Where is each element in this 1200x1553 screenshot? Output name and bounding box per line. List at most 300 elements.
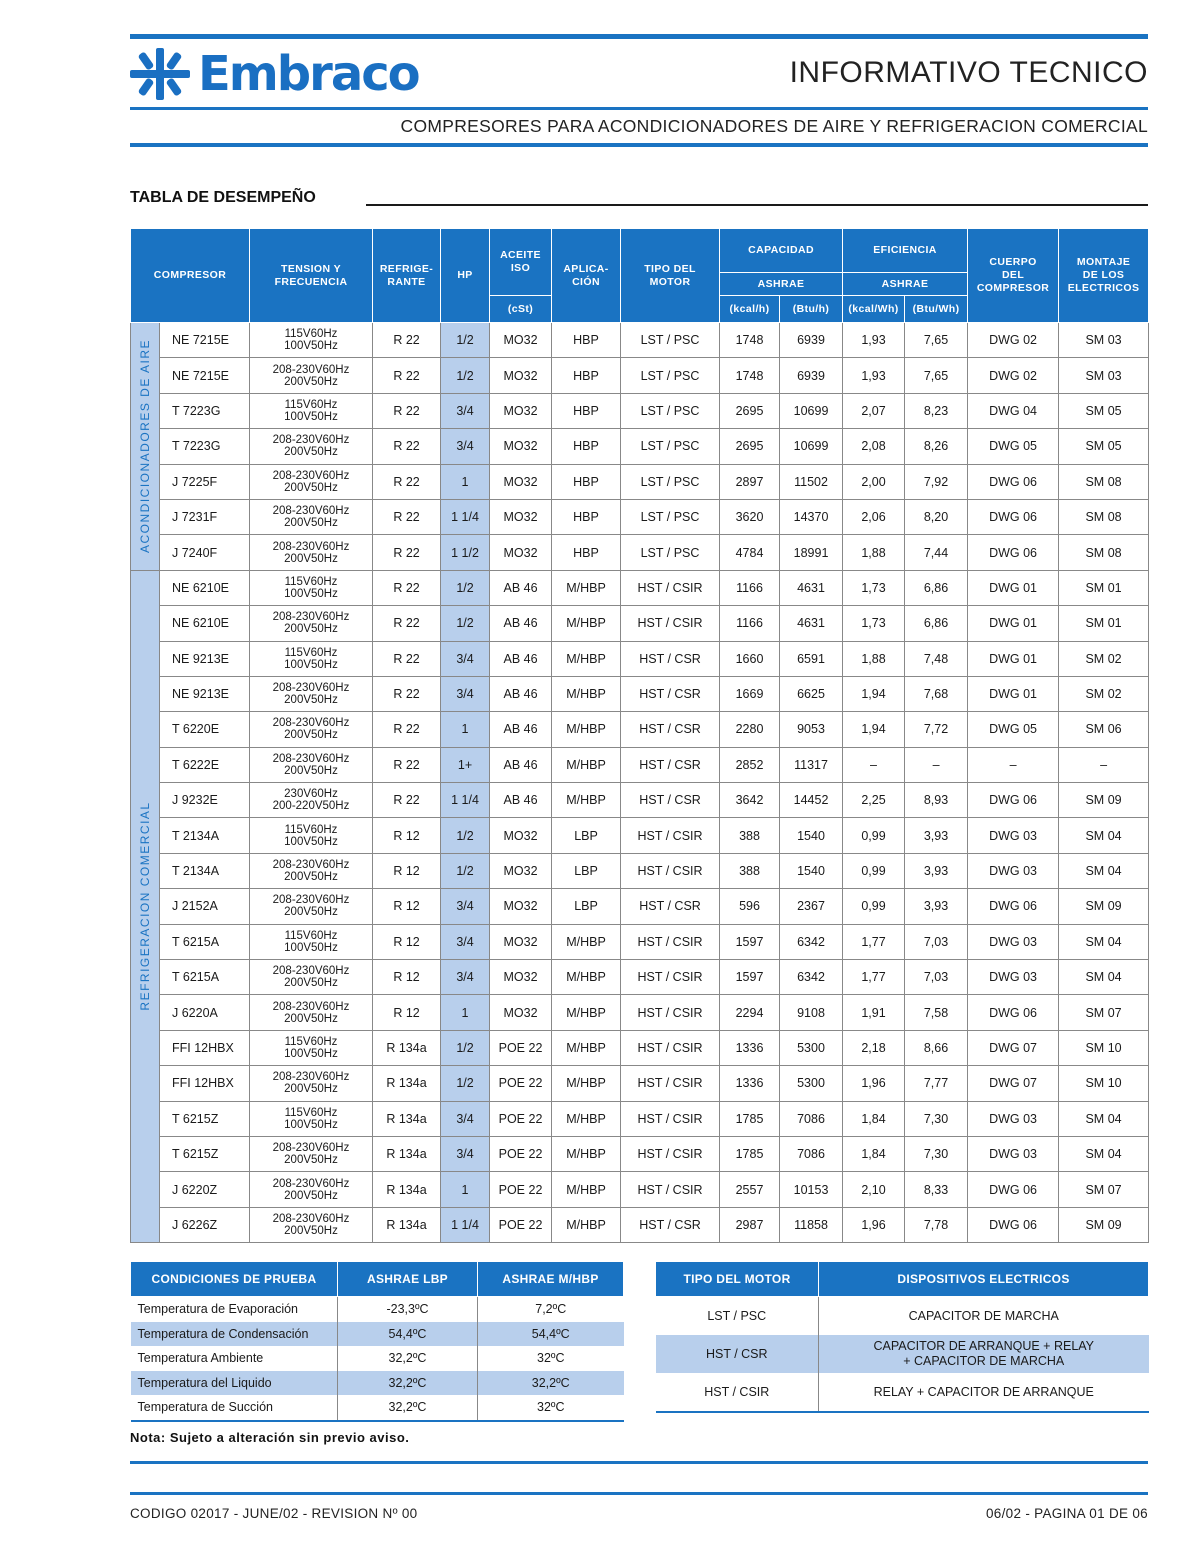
motor-type-cell: HST / CSIR <box>621 570 720 605</box>
hp-cell: 1 <box>441 712 490 747</box>
voltage-frequency-cell <box>250 960 373 995</box>
table-row <box>131 1066 1149 1101</box>
motor-type-cell: HST / CSR <box>656 1335 819 1373</box>
hp-cell: 3/4 <box>441 641 490 676</box>
electrical-mount-cell: SM 04 <box>1059 960 1149 995</box>
voltage-frequency-line: 200V50Hz <box>284 623 338 636</box>
motor-type-cell: HST / CSR <box>621 783 720 818</box>
voltage-frequency-line: 208-230V60Hz <box>272 540 350 553</box>
capacity-kcal-cell: 1669 <box>720 676 780 711</box>
efficiency-btu-cell: 8,26 <box>905 429 968 464</box>
voltage-frequency-cell <box>250 676 373 711</box>
motor-header-type: TIPO DEL MOTOR <box>656 1262 819 1297</box>
test-conditions-body <box>131 1297 624 1421</box>
performance-table <box>130 228 1149 1243</box>
efficiency-kcal-cell: 1,73 <box>843 606 905 641</box>
voltage-frequency-line: 100V50Hz <box>284 410 338 423</box>
compressor-body-cell: DWG 03 <box>968 924 1059 959</box>
refrigerant-cell: R 22 <box>373 358 441 393</box>
condition-label-cell: Temperatura Ambiente <box>137 1351 264 1366</box>
application-cell: HBP <box>552 323 621 358</box>
model-cell: FFI 12HBX <box>160 1066 250 1101</box>
voltage-frequency-cell <box>250 712 373 747</box>
hp-cell: 1/2 <box>441 323 490 358</box>
electrical-mount-cell: SM 04 <box>1059 924 1149 959</box>
compressor-body-cell: DWG 03 <box>968 1101 1059 1136</box>
compressor-body-cell: DWG 06 <box>968 1207 1059 1242</box>
compressor-body-cell: DWG 03 <box>968 1136 1059 1171</box>
voltage-frequency-line: 208-230V60Hz <box>272 752 350 765</box>
compressor-body-cell: DWG 06 <box>968 535 1059 570</box>
voltage-frequency-line: 100V50Hz <box>284 340 338 353</box>
capacity-kcal-cell: 1748 <box>720 323 780 358</box>
header-tipo-motor: TIPO DEL MOTOR <box>621 229 720 323</box>
model-cell: FFI 12HBX <box>160 1030 250 1065</box>
refrigerant-cell: R 12 <box>373 818 441 853</box>
compressor-body-cell: DWG 07 <box>968 1066 1059 1101</box>
capacity-kcal-cell: 2695 <box>720 429 780 464</box>
compressor-body-cell: DWG 06 <box>968 889 1059 924</box>
efficiency-kcal-cell: – <box>843 747 905 782</box>
efficiency-btu-cell: 7,30 <box>905 1136 968 1171</box>
electrical-mount-cell: SM 04 <box>1059 1101 1149 1136</box>
efficiency-btu-cell: 3,93 <box>905 818 968 853</box>
efficiency-kcal-cell: 1,91 <box>843 995 905 1030</box>
electrical-mount-cell: SM 10 <box>1059 1030 1149 1065</box>
footnote: Nota: Sujeto a alteración sin previo aviso. <box>130 1430 410 1445</box>
motor-type-cell: HST / CSIR <box>621 960 720 995</box>
model-cell: T 6220E <box>160 712 250 747</box>
application-cell: M/HBP <box>552 995 621 1030</box>
refrigerant-cell: R 22 <box>373 641 441 676</box>
footer-top-rule <box>130 1461 1148 1464</box>
capacity-btu-cell: 1540 <box>780 818 843 853</box>
refrigerant-cell: R 12 <box>373 889 441 924</box>
capacity-btu-cell: 4631 <box>780 606 843 641</box>
cond-header-condiciones: CONDICIONES DE PRUEBA <box>131 1262 338 1297</box>
refrigerant-cell: R 134a <box>373 1172 441 1207</box>
voltage-frequency-cell <box>250 464 373 499</box>
voltage-frequency-cell <box>250 499 373 534</box>
motor-type-cell: HST / CSIR <box>621 1066 720 1101</box>
capacity-btu-cell: 5300 <box>780 1030 843 1065</box>
cond-header-lbp: ASHRAE LBP <box>338 1262 478 1297</box>
hp-cell: 1+ <box>441 747 490 782</box>
voltage-frequency-line: 208-230V60Hz <box>272 717 350 730</box>
hp-cell: 1/2 <box>441 853 490 888</box>
efficiency-btu-cell: – <box>905 747 968 782</box>
capacity-btu-cell: 14452 <box>780 783 843 818</box>
refrigerant-cell: R 22 <box>373 783 441 818</box>
motor-type-cell: LST / PSC <box>621 464 720 499</box>
electrical-mount-cell: SM 05 <box>1059 429 1149 464</box>
voltage-frequency-line: 100V50Hz <box>284 941 338 954</box>
capacity-kcal-cell: 2852 <box>720 747 780 782</box>
hp-cell: 1/2 <box>441 818 490 853</box>
model-cell: NE 6210E <box>160 606 250 641</box>
efficiency-kcal-cell: 1,94 <box>843 712 905 747</box>
oil-cell: AB 46 <box>490 712 552 747</box>
condition-lbp-cell: 54,4ºC <box>338 1322 478 1347</box>
oil-cell: MO32 <box>490 889 552 924</box>
oil-cell: AB 46 <box>490 783 552 818</box>
table-row <box>131 960 1149 995</box>
condition-mhbp-cell: 7,2ºC <box>478 1297 624 1322</box>
capacity-kcal-cell: 1748 <box>720 358 780 393</box>
application-cell: LBP <box>552 853 621 888</box>
model-cell: NE 7215E <box>160 358 250 393</box>
motor-type-cell: HST / CSR <box>621 889 720 924</box>
table-row <box>131 783 1149 818</box>
oil-cell: MO32 <box>490 393 552 428</box>
voltage-frequency-line: 208-230V60Hz <box>272 894 350 907</box>
compressor-body-cell: DWG 01 <box>968 676 1059 711</box>
condition-mhbp-cell: 32ºC <box>478 1395 624 1421</box>
voltage-frequency-line: 115V60Hz <box>284 929 338 942</box>
voltage-frequency-line: 115V60Hz <box>284 823 338 836</box>
oil-cell: POE 22 <box>490 1136 552 1171</box>
voltage-frequency-cell <box>250 747 373 782</box>
voltage-frequency-line: 208-230V60Hz <box>272 363 350 376</box>
capacity-kcal-cell: 4784 <box>720 535 780 570</box>
capacity-kcal-cell: 2987 <box>720 1207 780 1242</box>
efficiency-btu-cell: 8,93 <box>905 783 968 818</box>
header-aplicacion: APLICA- CIÓN <box>552 229 621 323</box>
refrigerant-cell: R 22 <box>373 429 441 464</box>
model-cell: T 6215A <box>160 960 250 995</box>
header-kcal-wh: (kcal/Wh) <box>843 296 905 323</box>
oil-cell: MO32 <box>490 853 552 888</box>
electrical-mount-cell: SM 03 <box>1059 323 1149 358</box>
capacity-kcal-cell: 2280 <box>720 712 780 747</box>
electrical-device-line: RELAY + CAPACITOR DE ARRANQUE <box>873 1384 1094 1399</box>
refrigerant-cell: R 134a <box>373 1136 441 1171</box>
efficiency-kcal-cell: 2,07 <box>843 393 905 428</box>
motor-header-devices: DISPOSITIVOS ELECTRICOS <box>819 1262 1149 1297</box>
application-cell: HBP <box>552 464 621 499</box>
electrical-mount-cell: – <box>1059 747 1149 782</box>
compressor-body-cell: DWG 06 <box>968 499 1059 534</box>
efficiency-kcal-cell: 2,25 <box>843 783 905 818</box>
capacity-btu-cell: 9053 <box>780 712 843 747</box>
oil-cell: AB 46 <box>490 641 552 676</box>
hp-cell: 1 <box>441 464 490 499</box>
hp-cell: 1 1/4 <box>441 1207 490 1242</box>
efficiency-kcal-cell: 0,99 <box>843 853 905 888</box>
capacity-btu-cell: 6342 <box>780 960 843 995</box>
hp-cell: 3/4 <box>441 393 490 428</box>
efficiency-btu-cell: 7,65 <box>905 358 968 393</box>
voltage-frequency-line: 200V50Hz <box>284 552 338 565</box>
motor-type-cell: HST / CSIR <box>621 606 720 641</box>
voltage-frequency-line: 115V60Hz <box>284 1106 338 1119</box>
compressor-body-cell: DWG 03 <box>968 853 1059 888</box>
electrical-mount-cell: SM 02 <box>1059 641 1149 676</box>
oil-cell: POE 22 <box>490 1172 552 1207</box>
capacity-kcal-cell: 1336 <box>720 1066 780 1101</box>
efficiency-btu-cell: 7,78 <box>905 1207 968 1242</box>
application-cell: HBP <box>552 393 621 428</box>
capacity-btu-cell: 6939 <box>780 358 843 393</box>
cond-header-mhbp: ASHRAE M/HBP <box>478 1262 624 1297</box>
table-row <box>131 429 1149 464</box>
voltage-frequency-cell <box>250 535 373 570</box>
electrical-device-line: CAPACITOR DE MARCHA <box>908 1308 1059 1323</box>
electrical-mount-cell: SM 08 <box>1059 499 1149 534</box>
voltage-frequency-line: 208-230V60Hz <box>272 1177 350 1190</box>
snowflake-logo-icon <box>128 46 192 102</box>
efficiency-btu-cell: 7,58 <box>905 995 968 1030</box>
efficiency-kcal-cell: 1,88 <box>843 641 905 676</box>
voltage-frequency-cell <box>250 995 373 1030</box>
voltage-frequency-line: 208-230V60Hz <box>272 611 350 624</box>
voltage-frequency-cell <box>250 1136 373 1171</box>
efficiency-kcal-cell: 2,00 <box>843 464 905 499</box>
header-mid-rule <box>130 107 1148 110</box>
oil-cell: POE 22 <box>490 1066 552 1101</box>
compressor-body-cell: – <box>968 747 1059 782</box>
model-cell: NE 6210E <box>160 570 250 605</box>
electrical-mount-cell: SM 02 <box>1059 676 1149 711</box>
efficiency-btu-cell: 7,77 <box>905 1066 968 1101</box>
condition-label-cell: Temperatura del Liquido <box>131 1371 338 1396</box>
voltage-frequency-line: 100V50Hz <box>284 1048 338 1060</box>
refrigerant-cell: R 22 <box>373 606 441 641</box>
footer-bottom-rule <box>130 1492 1148 1495</box>
hp-cell: 3/4 <box>441 924 490 959</box>
voltage-frequency-cell <box>250 323 373 358</box>
condition-label-cell: Temperatura de Condensación <box>131 1322 338 1347</box>
table-row <box>131 889 1149 924</box>
voltage-frequency-line: 100V50Hz <box>284 835 338 848</box>
hp-cell: 1 <box>441 1172 490 1207</box>
refrigerant-cell: R 22 <box>373 393 441 428</box>
efficiency-kcal-cell: 1,93 <box>843 323 905 358</box>
electrical-mount-cell: SM 09 <box>1059 783 1149 818</box>
document-title: INFORMATIVO TECNICO <box>789 56 1148 89</box>
header-compresor: COMPRESOR <box>131 229 250 323</box>
voltage-frequency-line: 115V60Hz <box>284 646 338 659</box>
hp-cell: 1/2 <box>441 358 490 393</box>
voltage-frequency-cell <box>250 393 373 428</box>
voltage-frequency-cell <box>250 1101 373 1136</box>
table-row <box>131 1101 1149 1136</box>
condition-mhbp-cell: 32,2ºC <box>478 1371 624 1396</box>
table-row <box>131 1136 1149 1171</box>
voltage-frequency-cell <box>250 1207 373 1242</box>
efficiency-btu-cell: 8,20 <box>905 499 968 534</box>
efficiency-kcal-cell: 2,06 <box>843 499 905 534</box>
motor-type-cell: HST / CSIR <box>621 1136 720 1171</box>
compressor-body-cell: DWG 07 <box>968 1030 1059 1065</box>
refrigerant-cell: R 22 <box>373 499 441 534</box>
application-cell: M/HBP <box>552 1136 621 1171</box>
refrigerant-cell: R 12 <box>373 995 441 1030</box>
voltage-frequency-line: 208-230V60Hz <box>272 682 350 695</box>
group-label-cell <box>131 570 160 1242</box>
table-row <box>131 1346 624 1371</box>
voltage-frequency-line: 200V50Hz <box>284 729 338 742</box>
header-kcal-h: (kcal/h) <box>720 296 780 323</box>
table-row <box>131 499 1149 534</box>
capacity-btu-cell: 4631 <box>780 570 843 605</box>
capacity-kcal-cell: 388 <box>720 818 780 853</box>
electrical-mount-cell: SM 09 <box>1059 1207 1149 1242</box>
motor-type-cell: LST / PSC <box>621 499 720 534</box>
model-cell: T 6215Z <box>160 1101 250 1136</box>
motor-type-cell: HST / CSIR <box>656 1373 819 1412</box>
compressor-body-cell: DWG 05 <box>968 712 1059 747</box>
capacity-kcal-cell: 1336 <box>720 1030 780 1065</box>
efficiency-kcal-cell: 1,73 <box>843 570 905 605</box>
application-cell: M/HBP <box>552 1207 621 1242</box>
table-row <box>131 1172 1149 1207</box>
voltage-frequency-cell <box>250 1172 373 1207</box>
capacity-kcal-cell: 1785 <box>720 1101 780 1136</box>
efficiency-kcal-cell: 2,08 <box>843 429 905 464</box>
voltage-frequency-line: 200V50Hz <box>284 764 338 777</box>
capacity-btu-cell: 18991 <box>780 535 843 570</box>
condition-lbp-cell: 32,2ºC <box>338 1371 478 1396</box>
oil-cell: AB 46 <box>490 747 552 782</box>
application-cell: M/HBP <box>552 960 621 995</box>
motor-type-cell: LST / PSC <box>621 429 720 464</box>
header-bottom-rule <box>130 143 1148 147</box>
header-aceite-unit: (cSt) <box>490 296 552 323</box>
electrical-device-line: CAPACITOR DE ARRANQUE + RELAY <box>873 1339 1095 1353</box>
hp-cell: 3/4 <box>441 889 490 924</box>
voltage-frequency-cell <box>250 641 373 676</box>
hp-cell: 1/2 <box>441 1066 490 1101</box>
electrical-mount-cell: SM 04 <box>1059 853 1149 888</box>
efficiency-btu-cell: 7,30 <box>905 1101 968 1136</box>
capacity-btu-cell: 5300 <box>780 1066 843 1101</box>
document-subtitle: COMPRESORES PARA ACONDICIONADORES DE AIRE Y REFRIGERACION COMERCIAL <box>400 116 1148 136</box>
refrigerant-cell: R 134a <box>373 1207 441 1242</box>
model-cell: T 6222E <box>160 747 250 782</box>
electrical-mount-cell: SM 07 <box>1059 995 1149 1030</box>
application-cell: M/HBP <box>552 676 621 711</box>
refrigerant-cell: R 134a <box>373 1030 441 1065</box>
efficiency-kcal-cell: 0,99 <box>843 818 905 853</box>
voltage-frequency-cell <box>250 783 373 818</box>
refrigerant-cell: R 12 <box>373 960 441 995</box>
model-cell: J 6220Z <box>160 1172 250 1207</box>
table-row <box>131 1322 624 1347</box>
voltage-frequency-line: 200V50Hz <box>284 1012 338 1025</box>
oil-cell: MO32 <box>490 818 552 853</box>
electrical-mount-cell: SM 06 <box>1059 712 1149 747</box>
hp-cell: 3/4 <box>441 960 490 995</box>
table-row <box>131 1207 1149 1242</box>
model-cell: J 7225F <box>160 464 250 499</box>
model-cell: NE 7215E <box>160 323 250 358</box>
hp-cell: 3/4 <box>441 1136 490 1171</box>
table-row <box>131 676 1149 711</box>
capacity-btu-cell: 11502 <box>780 464 843 499</box>
application-cell: M/HBP <box>552 1030 621 1065</box>
efficiency-btu-cell: 7,68 <box>905 676 968 711</box>
compressor-body-cell: DWG 01 <box>968 641 1059 676</box>
table-row <box>131 323 1149 358</box>
capacity-kcal-cell: 2695 <box>720 393 780 428</box>
oil-cell: POE 22 <box>490 1030 552 1065</box>
capacity-btu-cell: 9108 <box>780 995 843 1030</box>
electrical-mount-cell: SM 09 <box>1059 889 1149 924</box>
header-btu-h: (Btu/h) <box>780 296 843 323</box>
capacity-kcal-cell: 1785 <box>720 1136 780 1171</box>
refrigerant-cell: R 22 <box>373 570 441 605</box>
oil-cell: POE 22 <box>490 1101 552 1136</box>
model-cell: NE 9213E <box>160 676 250 711</box>
condition-label-cell: Temperatura de Succión <box>131 1395 338 1421</box>
condition-label-cell: Temperatura de Evaporación <box>137 1302 299 1317</box>
voltage-frequency-line: 115V60Hz <box>284 1036 338 1048</box>
compressor-body-cell: DWG 06 <box>968 995 1059 1030</box>
voltage-frequency-line: 200V50Hz <box>284 1083 338 1096</box>
capacity-kcal-cell: 3620 <box>720 499 780 534</box>
capacity-btu-cell: 2367 <box>780 889 843 924</box>
voltage-frequency-cell <box>250 606 373 641</box>
compressor-body-cell: DWG 04 <box>968 393 1059 428</box>
application-cell: M/HBP <box>552 1172 621 1207</box>
oil-cell: MO32 <box>490 323 552 358</box>
electrical-mount-cell: SM 08 <box>1059 464 1149 499</box>
table-row <box>131 606 1149 641</box>
model-cell: J 6220A <box>160 995 250 1030</box>
oil-cell: MO32 <box>490 499 552 534</box>
electrical-devices-cell <box>819 1335 1149 1373</box>
table-row <box>131 924 1149 959</box>
model-cell: J 9232E <box>160 783 250 818</box>
voltage-frequency-cell <box>250 570 373 605</box>
application-cell: HBP <box>552 429 621 464</box>
voltage-frequency-line: 200V50Hz <box>284 1154 338 1167</box>
compressor-body-cell: DWG 01 <box>968 570 1059 605</box>
capacity-kcal-cell: 1597 <box>720 924 780 959</box>
header-tension: TENSION Y FRECUENCIA <box>250 229 373 323</box>
efficiency-btu-cell: 6,86 <box>905 570 968 605</box>
efficiency-btu-cell: 7,48 <box>905 641 968 676</box>
embraco-logo <box>128 46 419 102</box>
voltage-frequency-line: 115V60Hz <box>284 575 338 588</box>
model-cell: T 6215Z <box>160 1136 250 1171</box>
voltage-frequency-cell <box>250 853 373 888</box>
application-cell: M/HBP <box>552 641 621 676</box>
table-row <box>131 1297 624 1322</box>
oil-cell: POE 22 <box>490 1207 552 1242</box>
electrical-device-line: + CAPACITOR DE MARCHA <box>903 1354 1065 1368</box>
voltage-frequency-line: 200V50Hz <box>284 517 338 530</box>
model-cell: J 7240F <box>160 535 250 570</box>
motor-type-cell: HST / CSR <box>621 676 720 711</box>
refrigerant-cell: R 12 <box>373 924 441 959</box>
table-row <box>131 818 1149 853</box>
refrigerant-cell: R 22 <box>373 747 441 782</box>
footer-code: CODIGO 02017 - JUNE/02 - REVISION Nº 00 <box>130 1506 418 1521</box>
efficiency-btu-cell: 7,03 <box>905 924 968 959</box>
voltage-frequency-line: 208-230V60Hz <box>272 505 350 518</box>
electrical-devices-cell <box>819 1297 1149 1336</box>
motor-type-cell: LST / PSC <box>621 535 720 570</box>
test-conditions-table <box>130 1261 624 1422</box>
hp-cell: 3/4 <box>441 676 490 711</box>
compressor-body-cell: DWG 01 <box>968 606 1059 641</box>
oil-cell: MO32 <box>490 464 552 499</box>
header-top-rule <box>130 34 1148 39</box>
application-cell: M/HBP <box>552 1066 621 1101</box>
motor-devices-body <box>656 1297 1149 1413</box>
